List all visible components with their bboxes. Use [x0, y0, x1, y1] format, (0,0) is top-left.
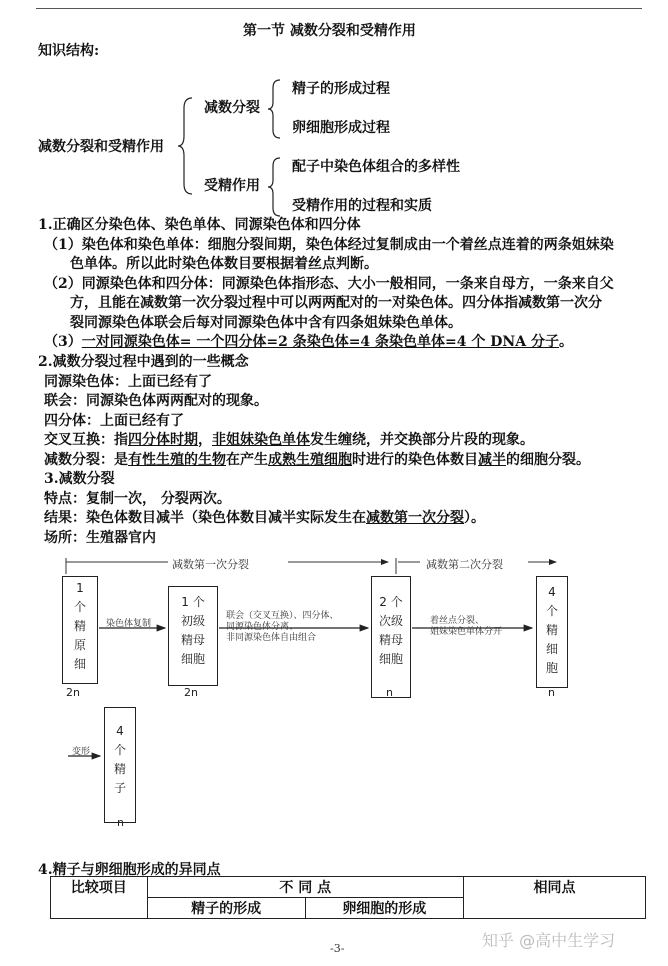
box-spermatogonium — [62, 576, 98, 684]
meiosis-g: 的细胞分裂。 — [506, 452, 590, 468]
result-a: 结果：染色体数目减半（染色体数目减半实际发生在 — [44, 510, 366, 526]
meiosis-c: 在产生 — [226, 452, 268, 468]
box5-l3: 子 — [113, 781, 126, 795]
box1-l3: 原 — [73, 638, 86, 652]
box3-l0: 2 个 — [379, 595, 403, 609]
box3-l2: 精母 — [378, 633, 403, 647]
tree-branch-fertilization: 受精作用 — [204, 178, 260, 194]
s3-heading: 3.减数分裂 — [44, 471, 115, 487]
ploidy-2: 2n — [184, 686, 198, 699]
watermark: 知乎 @高中生学习 — [482, 931, 616, 950]
tree-root: 减数分裂和受精作用 — [38, 139, 164, 155]
box2-l3: 细胞 — [180, 652, 205, 666]
s2-tetrad: 四分体：上面已经有了 — [44, 413, 184, 429]
phase2-label: 减数第二次分裂 — [426, 558, 503, 571]
section-title: 第一节 减数分裂和受精作用 — [243, 23, 416, 39]
s2-heading: 2.减数分裂过程中遇到的一些概念 — [38, 354, 249, 370]
ploidy-3: n — [386, 686, 393, 699]
box1-l1: 个 — [73, 600, 86, 614]
box3-l3: 细胞 — [378, 652, 403, 666]
s4-heading: 4.精子与卵细胞形成的异同点 — [38, 862, 221, 878]
arrow-label-meiosis1 — [226, 611, 339, 644]
box1-l0: 1 — [76, 581, 84, 595]
box2-l1: 初级 — [180, 614, 205, 628]
arrow2-l1: 同源染色体分离、 — [226, 622, 299, 632]
ploidy-4: n — [548, 686, 555, 699]
box4-l0: 4 — [548, 585, 556, 599]
s1-p1-line1: （1）染色体和染色单体：细胞分裂间期，染色体经过复制成由一个着丝点连着的两条姐妹染 — [44, 237, 614, 253]
box1-l2: 精 — [73, 619, 86, 633]
crossover-a: 交叉互换：指 — [44, 432, 128, 448]
phase1-label: 减数第一次分裂 — [172, 558, 249, 571]
s1-p2-line3: 裂同源染色体联会后每对同源染色体中含有四条姐妹染色单体。 — [70, 315, 462, 331]
subcol-egg: 卵细胞的形成 — [305, 898, 463, 919]
tree-branch-meiosis: 减数分裂 — [204, 100, 260, 116]
meiosis-b: 有性生殖的生物 — [128, 452, 226, 468]
meiosis-f: 减半 — [478, 452, 506, 468]
ploidy-1: 2n — [66, 686, 80, 699]
s1-p3-suffix: 。 — [558, 334, 573, 350]
meiosis-e: 时进行的染色体数目 — [352, 452, 478, 468]
box5-l1: 个 — [113, 743, 126, 757]
arrow-label-meiosis2 — [430, 616, 502, 638]
arrow2-l0: 联会（交叉互换）、四分体、 — [226, 611, 339, 621]
knowledge-heading: 知识结构: — [38, 43, 100, 59]
meiosis-d: 成熟生殖细胞 — [268, 452, 352, 468]
s2-synapsis: 联会：同源染色体两两配对的现象。 — [44, 393, 268, 409]
page-number: -3- — [330, 942, 345, 955]
tree-item-sperm: 精子的形成过程 — [292, 81, 390, 97]
box-sperm — [104, 707, 136, 823]
col-compare-header: 比较项目 — [51, 877, 148, 919]
tree-item-process: 受精作用的过程和实质 — [292, 198, 432, 214]
crossover-b: 四分体时期 — [128, 432, 198, 448]
arrow3-l1: 姐妹染色单体分开 — [430, 627, 503, 637]
s1-p3-equation: 一对同源染色体= 一个四分体=2 条染色体=4 条染色单体=4 个 DNA 分子 — [81, 334, 559, 350]
tree-item-egg: 卵细胞形成过程 — [292, 120, 390, 136]
box4-l4: 胞 — [545, 661, 558, 675]
s1-p2-line2: 方，且能在减数第一次分裂过程中可以两两配对的一对染色体。四分体指减数第一次分 — [70, 295, 602, 311]
crossover-c: ， — [198, 432, 212, 448]
subcol-sperm: 精子的形成 — [147, 898, 305, 919]
box2-l0: 1 个 — [181, 595, 205, 609]
box-spermatid — [536, 576, 568, 688]
comparison-table — [50, 876, 646, 919]
s1-p1-line2: 色单体。所以此时染色体数目要根据着丝点判断。 — [70, 256, 378, 272]
col-diff-header: 不 同 点 — [147, 877, 463, 898]
arrow-label-transform: 变形 — [72, 747, 91, 757]
s1-heading: 1.正确区分染色体、染色单体、同源染色体和四分体 — [38, 217, 361, 233]
col-same-header: 相同点 — [463, 877, 645, 919]
result-c: ）。 — [464, 510, 485, 526]
s2-homolog: 同源染色体：上面已经有了 — [44, 374, 212, 390]
box-secondary-spermatocyte — [371, 576, 411, 698]
box5-l2: 精 — [113, 762, 126, 776]
box3-l1: 次级 — [378, 614, 403, 628]
arrow-label-replication: 染色体复制 — [106, 619, 152, 629]
s1-p3-prefix: （3） — [44, 334, 82, 350]
box2-l2: 精母 — [180, 633, 205, 647]
tree-item-diversity: 配子中染色体组合的多样性 — [292, 159, 460, 175]
crossover-e: 发生缠绕，并交换部分片段的现象。 — [310, 432, 534, 448]
box4-l3: 细 — [545, 642, 558, 656]
box4-l2: 精 — [545, 623, 558, 637]
arrow3-l0: 着丝点分裂、 — [430, 616, 485, 626]
meiosis-a: 减数分裂：是 — [44, 452, 128, 468]
s3-features: 特点：复制一次， 分裂两次。 — [44, 491, 231, 507]
s3-location: 场所：生殖器官内 — [44, 530, 156, 546]
result-b: 减数第一次分裂 — [366, 510, 464, 526]
s1-p2-line1: （2）同源染色体和四分体：同源染色体指形态、大小一般相同，一条来自母方，一条来自父 — [44, 276, 614, 292]
box4-l1: 个 — [545, 604, 558, 618]
box1-l4: 细 — [73, 657, 86, 671]
box5-l0: 4 — [116, 724, 124, 738]
box-primary-spermatocyte — [168, 586, 218, 686]
ploidy-5: n — [117, 816, 124, 829]
arrow2-l2: 非同源染色体自由组合 — [226, 633, 317, 643]
crossover-d: 非姐妹染色单体 — [212, 432, 310, 448]
